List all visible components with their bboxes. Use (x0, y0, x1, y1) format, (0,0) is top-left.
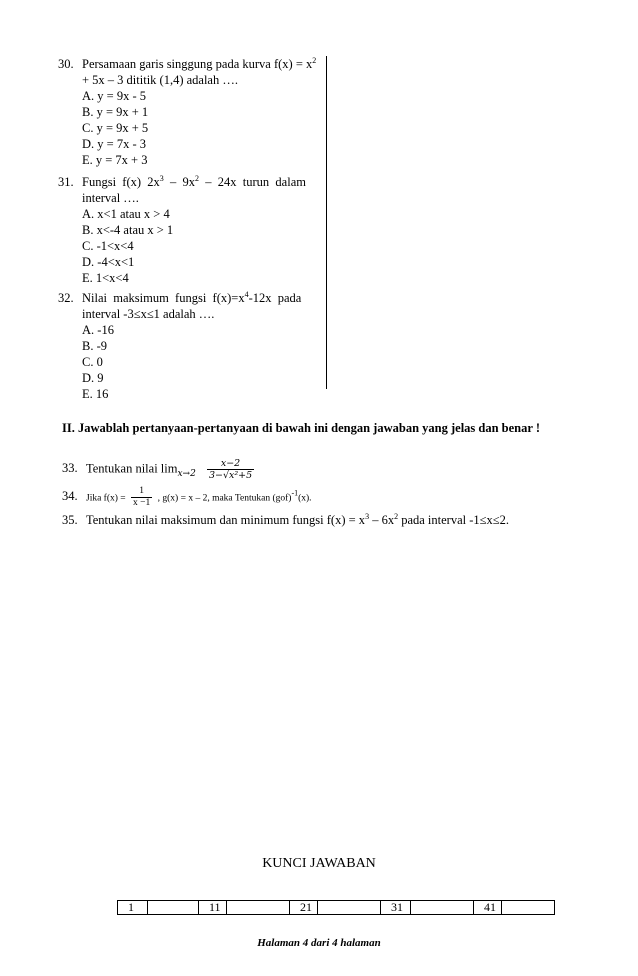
table-cell (318, 901, 381, 915)
function-fraction: $\frac{1}{x -1}$ (133, 486, 151, 508)
table-cell (411, 901, 474, 915)
option-a: A. x<1 atau x > 4 (82, 207, 170, 221)
option-e: E. y = 7x + 3 (82, 153, 148, 167)
question-30 (58, 56, 320, 168)
question-number: 30. (58, 57, 74, 71)
question-31 (58, 174, 320, 286)
limit-fraction: $\frac{x-2}{\text{3−√x²+5}}$ (208, 458, 253, 481)
essay-question-35: 35. Tentukan nilai maksimum dan minimum fungsi $f(x) = x^3 - 6x^2$ pada interval -1≤x≤2. (62, 512, 509, 527)
question-stem: Persamaan garis singgung pada kurva $f(x) = x^2$ + 5x – 3 dititik (1,4) adalah …. (82, 56, 317, 87)
option-d: D. -4<x<1 (82, 255, 135, 269)
table-cell (502, 901, 555, 915)
question-32 (58, 290, 320, 402)
question-number: 32. (58, 291, 74, 305)
table-cell: 11 (199, 901, 227, 915)
answer-key-title: KUNCI JAWABAN (262, 856, 376, 871)
table-cell: 41 (474, 901, 502, 915)
option-a: A. -16 (82, 323, 114, 337)
question-number: 33. (62, 461, 78, 476)
option-c: C. 0 (82, 355, 103, 369)
option-c: C. y = 9x + 5 (82, 121, 149, 135)
answer-key-table (117, 900, 555, 915)
option-b: B. x<-4 atau x > 1 (82, 223, 174, 237)
option-e: E. 1<x<4 (82, 271, 129, 285)
essay-question-34: 34. Jika f(x) = $\frac{1}{x -1}$ , g(x) = x – 2, maka Tentukan (gof)$^{-1}$(x). (62, 486, 312, 508)
table-cell: 31 (381, 901, 411, 915)
option-b: B. -9 (82, 339, 107, 353)
question-stem: Fungsi f(x) $2x^3 - 9x^2 - 24x$ turun dalam interval …. (82, 174, 306, 205)
option-e: E. 16 (82, 387, 109, 401)
question-stem: Nilai maksimum fungsi $f(x)=x^4-12x$ pada interval -3≤x≤1 adalah …. (82, 290, 302, 321)
question-number: 35. (62, 513, 78, 527)
option-a: A. y = 9x - 5 (82, 89, 146, 103)
option-d: D. y = 7x - 3 (82, 137, 146, 151)
page-footer: Halaman 4 dari 4 halaman (257, 937, 381, 949)
section-2-heading: II. Jawablah pertanyaan-pertanyaan di bawah ini dengan jawaban yang jelas dan benar ! (62, 421, 540, 435)
option-b: B. y = 9x + 1 (82, 105, 149, 119)
question-number: 34. (62, 489, 78, 504)
table-cell: 21 (290, 901, 318, 915)
essay-question-33: 33. Tentukan nilai $\lim_{x\to 2}$ $\frac{x-2}{\text{3−√x²+5}}$ (62, 458, 253, 481)
option-d: D. 9 (82, 371, 104, 385)
option-c: C. -1<x<4 (82, 239, 134, 253)
question-number: 31. (58, 175, 74, 189)
table-cell: 1 (118, 901, 148, 915)
table-row (118, 901, 555, 915)
table-cell (227, 901, 290, 915)
column-divider (326, 56, 327, 389)
question-text: Tentukan nilai lim (86, 461, 178, 476)
table-cell (148, 901, 199, 915)
